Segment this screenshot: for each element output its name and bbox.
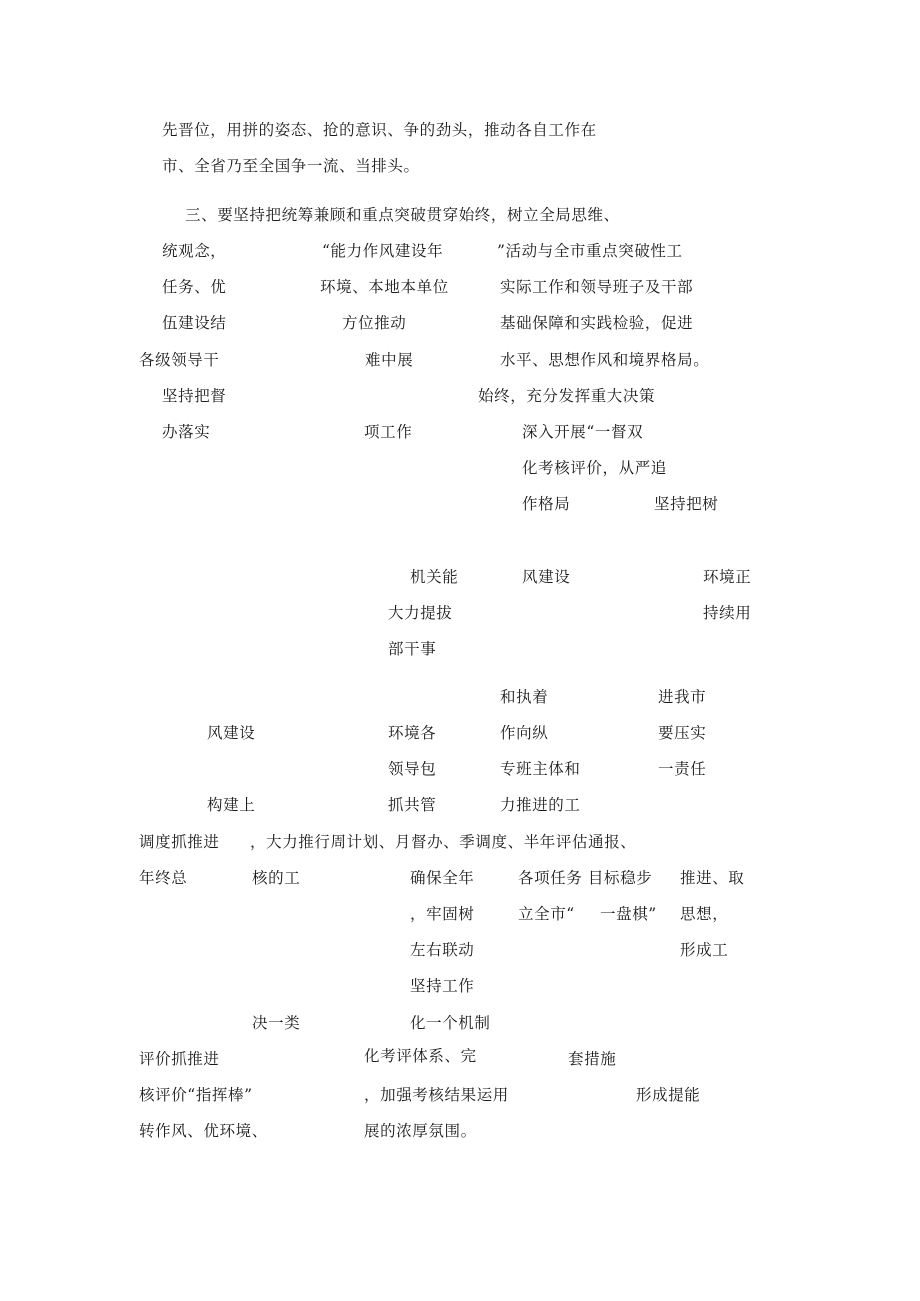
text-fragment: 形成提能	[636, 1086, 701, 1104]
text-fragment: 统观念，	[162, 242, 227, 260]
text-fragment: 一盘棋”	[600, 905, 657, 923]
text-fragment: 方位推动	[342, 314, 407, 332]
text-fragment: 形成工	[680, 941, 729, 959]
text-fragment: 进我市	[658, 688, 707, 706]
text-fragment: 抓共管	[388, 796, 437, 814]
text-fragment: 坚持把树	[654, 495, 719, 513]
text-fragment: 基础保障和实践检验，促进	[500, 314, 694, 332]
text-fragment: 水平、思想作风和境界格局。	[500, 351, 710, 369]
text-fragment: 确保全年	[410, 869, 475, 887]
text-fragment: 环境、本地本单位	[320, 278, 449, 296]
text-fragment: 作格局	[522, 495, 571, 513]
text-fragment: 评价抓推进	[139, 1050, 220, 1068]
text-fragment: ”活动与全市重点突破性工	[497, 242, 683, 260]
text-fragment: 风建设	[207, 724, 256, 742]
text-fragment: 办落实	[162, 423, 211, 441]
text-fragment: 三、要坚持把统筹兼顾和重点突破贯穿始终，树立全局思维、	[185, 206, 620, 224]
text-fragment: ，牢固树	[410, 905, 475, 923]
text-fragment: 化考核评价，从严追	[522, 459, 667, 477]
text-fragment: 左右联动	[410, 941, 475, 959]
text-fragment: 专班主体和	[500, 760, 581, 778]
text-fragment: 难中展	[365, 351, 414, 369]
text-fragment: 伍建设结	[162, 314, 227, 332]
text-fragment: “能力作风建设年	[322, 242, 444, 260]
text-fragment: 深入开展“一督双	[522, 423, 644, 441]
text-fragment: 风建设	[522, 568, 571, 586]
text-fragment: 调度抓推进	[139, 833, 220, 851]
text-fragment: 始终，充分发挥重大决策	[478, 387, 656, 405]
text-fragment: 大力提拔	[388, 604, 453, 622]
text-fragment: 展的浓厚氛围。	[364, 1122, 477, 1140]
text-fragment: ，加强考核结果运用	[364, 1086, 509, 1104]
text-fragment: 持续用	[703, 604, 752, 622]
text-fragment: 力推进的工	[500, 796, 581, 814]
text-fragment: 环境各	[388, 724, 437, 742]
text-fragment: 任务、优	[162, 278, 227, 296]
text-fragment: 套措施	[568, 1050, 617, 1068]
text-fragment: 项工作	[364, 423, 413, 441]
text-fragment: 立全市“	[518, 905, 575, 923]
text-fragment: 核的工	[252, 869, 301, 887]
text-fragment: 实际工作和领导班子及干部	[500, 278, 694, 296]
text-fragment: 一责任	[658, 760, 707, 778]
text-fragment: 机关能	[410, 568, 459, 586]
text-fragment: 和执着	[500, 688, 549, 706]
text-fragment: 坚持把督	[162, 387, 227, 405]
text-fragment: 各项任务 目标稳步	[518, 869, 653, 887]
text-fragment: 化考评体系、完	[364, 1047, 477, 1065]
text-fragment: 坚持工作	[410, 977, 475, 995]
text-fragment: 先晋位，用拼的姿态、抢的意识、争的劲头，推动各自工作在	[162, 121, 597, 139]
text-fragment: 作向纵	[500, 724, 549, 742]
text-fragment: 核评价“指挥棒”	[139, 1086, 253, 1104]
text-fragment: 市、全省乃至全国争一流、当排头。	[162, 157, 420, 175]
text-fragment: 年终总	[139, 869, 188, 887]
text-fragment: 转作风、优环境、	[139, 1122, 268, 1140]
text-fragment: ，大力推行周计划、月督办、季调度、半年评估通报、	[250, 833, 637, 851]
text-fragment: 部干事	[388, 640, 437, 658]
text-fragment: 环境正	[703, 568, 752, 586]
text-fragment: 化一个机制	[410, 1014, 491, 1032]
text-fragment: 各级领导干	[139, 351, 220, 369]
text-fragment: 思想，	[680, 905, 729, 923]
text-fragment: 要压实	[658, 724, 707, 742]
text-fragment: 构建上	[207, 796, 256, 814]
text-fragment: 推进、取	[680, 869, 745, 887]
text-fragment: 领导包	[388, 760, 437, 778]
text-fragment: 决一类	[252, 1014, 301, 1032]
